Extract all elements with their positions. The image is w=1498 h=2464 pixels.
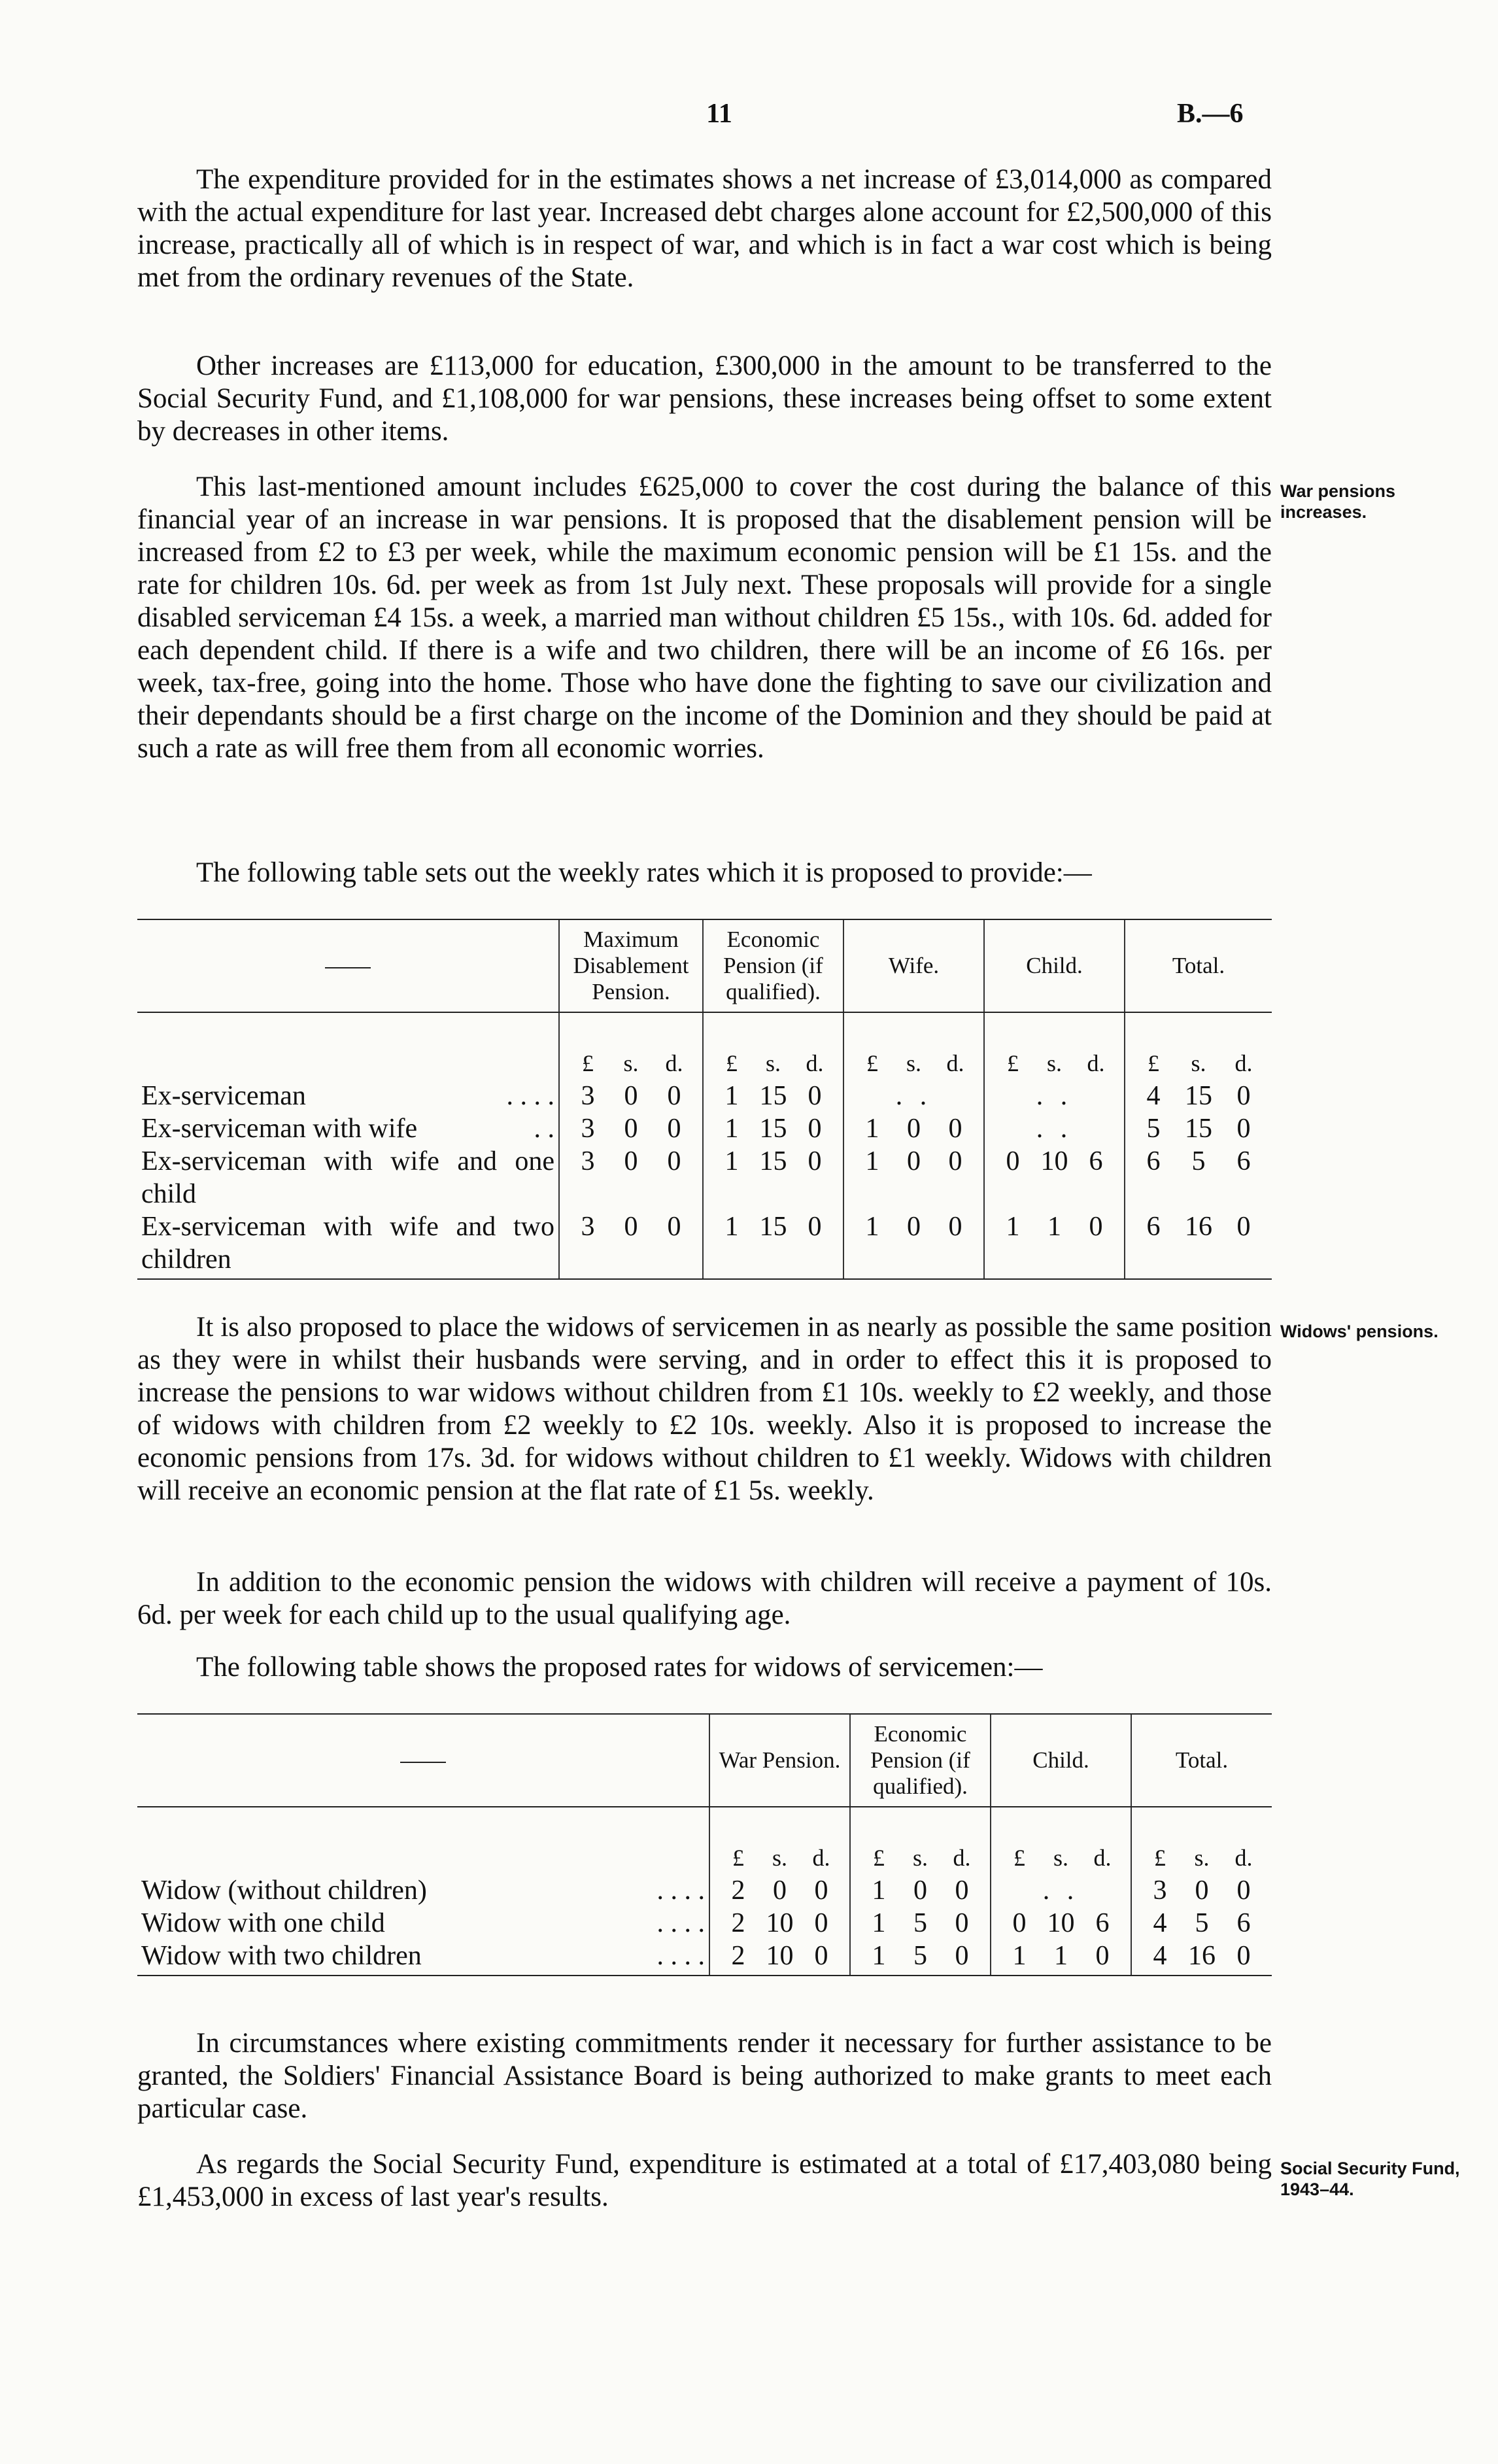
currency-units: [850, 1807, 991, 1874]
amount: [848, 1145, 979, 1178]
units: [564, 1047, 698, 1080]
unit-shilling: s.: [1194, 1845, 1210, 1871]
row-label-text: Widow (without children): [141, 1875, 427, 1906]
amount: [707, 1210, 839, 1243]
widows-rates-table: [137, 1713, 1272, 1976]
unit-shilling: s.: [772, 1845, 787, 1871]
amount: [707, 1080, 839, 1112]
table1-header-child: Child.: [984, 919, 1125, 1012]
cell-child: [991, 1874, 1131, 1907]
amount-part: 0: [773, 1875, 787, 1906]
cell-economic: [703, 1145, 843, 1210]
table-row: [137, 1112, 1272, 1145]
ellipsis: . .: [1042, 1875, 1080, 1906]
table1-header-economic: Economic Pension (if qualified).: [703, 919, 843, 1012]
amount-part: 0: [1095, 1941, 1110, 1971]
unit-shilling: s.: [765, 1050, 781, 1076]
amount-part: 2: [731, 1908, 745, 1938]
cell-disablement: [559, 1112, 703, 1145]
amount-part: 6: [1146, 1146, 1161, 1176]
unit-pound: £: [1148, 1050, 1159, 1076]
currency-units: [559, 1012, 703, 1080]
paragraph-table2-intro: The following table shows the proposed rates for widows of servicemen:—: [196, 1652, 1043, 1683]
units: [707, 1047, 839, 1080]
cell-child: [991, 1940, 1131, 1976]
currency-units: [984, 1012, 1125, 1080]
amount-part: 3: [1153, 1875, 1167, 1906]
amount-part: 5: [913, 1941, 927, 1971]
amount-part: 0: [1089, 1212, 1103, 1242]
unit-pence: d.: [665, 1050, 683, 1076]
amount-part: 5: [1191, 1146, 1206, 1176]
amount-part: 1: [1054, 1941, 1068, 1971]
cell-economic: [850, 1874, 991, 1907]
paragraph-table1-intro: The following table sets out the weekly rates which it is proposed to provide:—: [196, 857, 1092, 888]
unit-pound: £: [866, 1050, 878, 1076]
currency-units: [709, 1807, 850, 1874]
cell-economic: [850, 1940, 991, 1976]
unit-pence: d.: [1234, 1845, 1253, 1871]
amount-part: 0: [955, 1875, 969, 1906]
amount-part: 2: [731, 1941, 745, 1971]
amount-part: 15: [759, 1081, 787, 1111]
amount-part: 0: [624, 1212, 638, 1242]
row-label: [137, 1940, 709, 1976]
units: [1136, 1841, 1268, 1874]
table1-header-wife: Wife.: [843, 919, 984, 1012]
table2-header-economic: Economic Pension (if qualified).: [850, 1714, 991, 1807]
amount-part: 16: [1188, 1941, 1216, 1971]
unit-pound: £: [1154, 1845, 1166, 1871]
amount-part: 1: [872, 1875, 886, 1906]
amount-part: 5: [1146, 1114, 1161, 1144]
amount-part: 15: [759, 1114, 787, 1144]
unit-pound: £: [582, 1050, 594, 1076]
amount-part: 6: [1236, 1146, 1251, 1176]
row-label-text: Widow with one child: [141, 1908, 385, 1938]
amount-part: 0: [907, 1114, 921, 1144]
amount-part: 4: [1153, 1941, 1167, 1971]
amount-part: 0: [1236, 1114, 1251, 1144]
row-label-text: Ex-serviceman: [141, 1081, 306, 1111]
amount-part: 0: [624, 1114, 638, 1144]
units: [989, 1047, 1120, 1080]
amount-part: 0: [1236, 1941, 1251, 1971]
currency-units: [991, 1807, 1131, 1874]
amount: [995, 1907, 1127, 1940]
ellipsis: . .: [1036, 1114, 1073, 1144]
amount-part: 0: [1236, 1081, 1251, 1111]
amount-part: 2: [731, 1875, 745, 1906]
unit-pence: d.: [806, 1050, 824, 1076]
table2-header-row: [137, 1714, 1272, 1807]
amount-part: 0: [814, 1941, 828, 1971]
amount-part: 6: [1236, 1908, 1251, 1938]
units-spacer: [137, 1807, 709, 1874]
cell-economic: [703, 1210, 843, 1279]
amount-part: 0: [667, 1146, 681, 1176]
leader-dots: . . . .: [506, 1081, 554, 1111]
amount-part: 1: [1047, 1212, 1061, 1242]
unit-pound: £: [726, 1050, 738, 1076]
amount-part: 3: [581, 1212, 595, 1242]
cell-total: [1125, 1112, 1272, 1145]
amount-part: 3: [581, 1146, 595, 1176]
cell-wife: [843, 1210, 984, 1279]
row-label: [137, 1907, 709, 1940]
amount: [995, 1940, 1127, 1972]
unit-shilling: s.: [906, 1050, 921, 1076]
unit-pence: d.: [1093, 1845, 1112, 1871]
amount-part: 1: [872, 1941, 886, 1971]
amount-part: 1: [865, 1114, 879, 1144]
units: [855, 1841, 986, 1874]
unit-shilling: s.: [623, 1050, 639, 1076]
amount-part: 0: [1236, 1875, 1251, 1906]
amount: [989, 1145, 1120, 1178]
amount-part: 10: [766, 1908, 794, 1938]
table2-label-header: [137, 1714, 709, 1807]
cell-war: [709, 1907, 850, 1940]
amount: [564, 1080, 698, 1112]
amount-part: 1: [872, 1908, 886, 1938]
amount-part: 1: [865, 1146, 879, 1176]
cell-disablement: [559, 1145, 703, 1210]
amount-part: 6: [1146, 1212, 1161, 1242]
amount-part: 16: [1185, 1212, 1212, 1242]
unit-pence: d.: [946, 1050, 964, 1076]
amount-part: 1: [1006, 1212, 1020, 1242]
amount-part: 0: [1012, 1908, 1027, 1938]
currency-units: [1131, 1807, 1272, 1874]
unit-shilling: s.: [1191, 1050, 1206, 1076]
cell-child: [991, 1907, 1131, 1940]
amount: [1129, 1145, 1268, 1178]
units: [714, 1841, 845, 1874]
amount-part: 5: [1195, 1908, 1209, 1938]
unit-pound: £: [732, 1845, 744, 1871]
paragraph-other-increases: Other increases are £113,000 for education, £300,000 in the amount to be transferred to the Social Security Fund, and £1,108,000 for war pensions, these increases being offset to some extent by decreases in other items.: [137, 351, 1272, 447]
amount: [564, 1210, 698, 1243]
table-row: [137, 1210, 1272, 1279]
cell-economic: [703, 1080, 843, 1112]
amount: [848, 1210, 979, 1243]
ellipsis: . .: [895, 1081, 932, 1111]
leader-dots: . .: [534, 1114, 554, 1144]
amount-part: 0: [814, 1875, 828, 1906]
paragraph-widows: It is also proposed to place the widows of servicemen in as nearly as possible the same position as they were in whilst their husbands were serving, and in order to effect this it is proposed to increase the pensions to war widows without children from £1 10s. weekly to £2 weekly, and those of widows with children from £2 weekly to £2 10s. weekly. Also it is proposed to increase the economic pensions from 17s. 3d. for widows without children to £1 weekly. Widows with children will receive an economic pension at the flat rate of £1 5s. weekly.: [137, 1312, 1272, 1506]
amount-part: 0: [1195, 1875, 1209, 1906]
unit-pound: £: [1013, 1845, 1025, 1871]
amount-part: 0: [907, 1212, 921, 1242]
amount-part: 1: [724, 1212, 739, 1242]
row-label-text: Ex-serviceman with wife and two children: [141, 1212, 554, 1275]
unit-pound: £: [873, 1845, 885, 1871]
amount-part: 0: [955, 1941, 969, 1971]
table-row: [137, 1907, 1272, 1940]
amount-part: 1: [724, 1081, 739, 1111]
amount-part: 15: [759, 1146, 787, 1176]
amount-part: 0: [667, 1114, 681, 1144]
currency-units: [703, 1012, 843, 1080]
amount-part: 3: [581, 1114, 595, 1144]
cell-child: [984, 1210, 1125, 1279]
header-dash: [400, 1762, 446, 1763]
cell-wife: [843, 1080, 984, 1112]
amount: [564, 1112, 698, 1145]
amount-part: 15: [1185, 1081, 1212, 1111]
cell-disablement: [559, 1210, 703, 1279]
units: [848, 1047, 979, 1080]
amount-part: 3: [581, 1081, 595, 1111]
unit-pence: d.: [1087, 1050, 1105, 1076]
units: [995, 1841, 1127, 1874]
amount-part: 1: [724, 1146, 739, 1176]
cell-child: [984, 1080, 1125, 1112]
cell-child: [984, 1145, 1125, 1210]
amount-part: 0: [913, 1875, 927, 1906]
row-label: [137, 1145, 559, 1210]
cell-total: [1131, 1940, 1272, 1976]
unit-pence: d.: [953, 1845, 971, 1871]
paragraph-social-security: As regards the Social Security Fund, expenditure is estimated at a total of £17,403,080 being £1,453,000 in excess of last year's results.: [137, 2149, 1272, 2212]
cell-child: [984, 1112, 1125, 1145]
cell-economic: [703, 1112, 843, 1145]
amount: [1136, 1874, 1268, 1907]
amount: [564, 1145, 698, 1178]
amount-part: 5: [913, 1908, 927, 1938]
amount-part: 10: [1047, 1908, 1075, 1938]
amount: [707, 1145, 839, 1178]
row-label: [137, 1874, 709, 1907]
leader-dots: . . . .: [656, 1875, 705, 1906]
cell-wife: [843, 1145, 984, 1210]
units: [1129, 1047, 1268, 1080]
header-dash: [325, 967, 371, 968]
row-label-text: Ex-serviceman with wife and one child: [141, 1146, 554, 1209]
amount: [714, 1907, 845, 1940]
table-row: [137, 1080, 1272, 1112]
amount: [707, 1112, 839, 1145]
cell-total: [1131, 1874, 1272, 1907]
table2-header-war: War Pension.: [709, 1714, 850, 1807]
currency-units: [843, 1012, 984, 1080]
margin-note-social-security: Social Security Fund, 1943–44.: [1280, 2159, 1460, 2199]
unit-shilling: s.: [1053, 1845, 1068, 1871]
table1-header-total: Total.: [1125, 919, 1272, 1012]
amount-part: 0: [667, 1212, 681, 1242]
amount-part: 0: [948, 1114, 962, 1144]
amount: [1129, 1080, 1268, 1112]
amount-part: 0: [814, 1908, 828, 1938]
amount: [1136, 1907, 1268, 1940]
unit-shilling: s.: [1046, 1050, 1062, 1076]
row-label-text: Ex-serviceman with wife: [141, 1114, 418, 1144]
margin-note-widows: Widows' pensions.: [1280, 1322, 1438, 1341]
currency-units: [1125, 1012, 1272, 1080]
amount: [714, 1940, 845, 1972]
table1-label-header: [137, 919, 559, 1012]
amount-part: 4: [1153, 1908, 1167, 1938]
row-label: [137, 1080, 559, 1112]
table1-header-disablement: Maximum Disablement Pension.: [559, 919, 703, 1012]
amount-part: 0: [624, 1146, 638, 1176]
cell-wife: [843, 1112, 984, 1145]
amount: [855, 1940, 986, 1972]
cell-economic: [850, 1907, 991, 1940]
amount-part: 0: [808, 1146, 822, 1176]
unit-pence: d.: [812, 1845, 830, 1871]
row-label-text: Widow with two children: [141, 1941, 422, 1971]
amount-part: 0: [907, 1146, 921, 1176]
amount: [848, 1112, 979, 1145]
cell-war: [709, 1940, 850, 1976]
amount-part: 6: [1095, 1908, 1110, 1938]
amount-part: 10: [766, 1941, 794, 1971]
leader-dots: . . . .: [656, 1908, 705, 1938]
cell-total: [1125, 1210, 1272, 1279]
amount-part: 10: [1040, 1146, 1068, 1176]
amount: [1136, 1940, 1268, 1972]
amount: [714, 1874, 845, 1907]
table1-units-row: [137, 1012, 1272, 1080]
table-row: [137, 1940, 1272, 1976]
amount-part: 0: [1236, 1212, 1251, 1242]
amount: [989, 1210, 1120, 1243]
amount-part: 15: [1185, 1114, 1212, 1144]
amount: [855, 1874, 986, 1907]
table-row: [137, 1874, 1272, 1907]
amount-part: 6: [1089, 1146, 1103, 1176]
cell-total: [1125, 1145, 1272, 1210]
amount-part: 15: [759, 1212, 787, 1242]
paragraph-children-payment: In addition to the economic pension the widows with children will receive a payment of 10s. 6d. per week for each child up to the usual qualifying age.: [137, 1567, 1272, 1630]
amount-part: 0: [1006, 1146, 1020, 1176]
table-row: [137, 1145, 1272, 1210]
table2-header-child: Child.: [991, 1714, 1131, 1807]
amount: [1129, 1112, 1268, 1145]
cell-total: [1125, 1080, 1272, 1112]
amount-part: 0: [808, 1114, 822, 1144]
unit-pence: d.: [1234, 1050, 1253, 1076]
leader-dots: . . . .: [656, 1941, 705, 1971]
cell-war: [709, 1874, 850, 1907]
unit-shilling: s.: [912, 1845, 928, 1871]
page-number: 11: [706, 99, 732, 129]
amount-part: 0: [955, 1908, 969, 1938]
amount-part: 0: [667, 1081, 681, 1111]
unit-pound: £: [1007, 1050, 1019, 1076]
amount-part: 0: [948, 1146, 962, 1176]
paragraph-war-pensions: This last-mentioned amount includes £625,000 to cover the cost during the balance of this financial year of an increase in war pensions. It is proposed that the disablement pension will be increased from £2 to £3 per week, while the maximum economic pension will be £1 15s. and the rate for children 10s. 6d. per week as from 1st July next. These proposals will provide for a single disabled serviceman £4 15s. a week, a married man without children £5 15s., with 10s. 6d. added for each dependent child. If there is a wife and two children, there will be an income of £6 16s. per week, tax-free, going into the home. Those who have done the fighting to save our civilization and their dependants should be a first charge on the income of the Dominion and they should be paid at such a rate as will free them from all economic worries.: [137, 471, 1272, 764]
amount-part: 0: [624, 1081, 638, 1111]
table2-units-row: [137, 1807, 1272, 1874]
document-reference: B.—6: [1177, 99, 1244, 129]
amount-part: 0: [948, 1212, 962, 1242]
amount: [1129, 1210, 1268, 1243]
margin-note-war-pensions: War pensions increases.: [1280, 481, 1396, 522]
amount-part: 0: [808, 1081, 822, 1111]
ellipsis: . .: [1036, 1081, 1073, 1111]
amount: [855, 1907, 986, 1940]
paragraph-expenditure: The expenditure provided for in the estimates shows a net increase of £3,014,000 as compared with the actual expenditure for last year. Increased debt charges alone account for £2,500,000 of this increase, practically all of which is in respect of war, and which is in fact a war cost which is being met from the ordinary revenues of the State.: [137, 164, 1272, 293]
amount-part: 1: [1012, 1941, 1027, 1971]
weekly-rates-table: [137, 919, 1272, 1280]
row-label: [137, 1112, 559, 1145]
amount-part: 4: [1146, 1081, 1161, 1111]
cell-total: [1131, 1907, 1272, 1940]
paragraph-assistance-board: In circumstances where existing commitments render it necessary for further assistance to be granted, the Soldiers' Financial Assistance Board is being authorized to make grants to meet each particular case.: [137, 2028, 1272, 2124]
cell-disablement: [559, 1080, 703, 1112]
amount-part: 0: [808, 1212, 822, 1242]
amount-part: 1: [724, 1114, 739, 1144]
units-spacer: [137, 1012, 559, 1080]
table2-header-total: Total.: [1131, 1714, 1272, 1807]
row-label: [137, 1210, 559, 1279]
amount-part: 1: [865, 1212, 879, 1242]
table1-header-row: [137, 919, 1272, 1012]
